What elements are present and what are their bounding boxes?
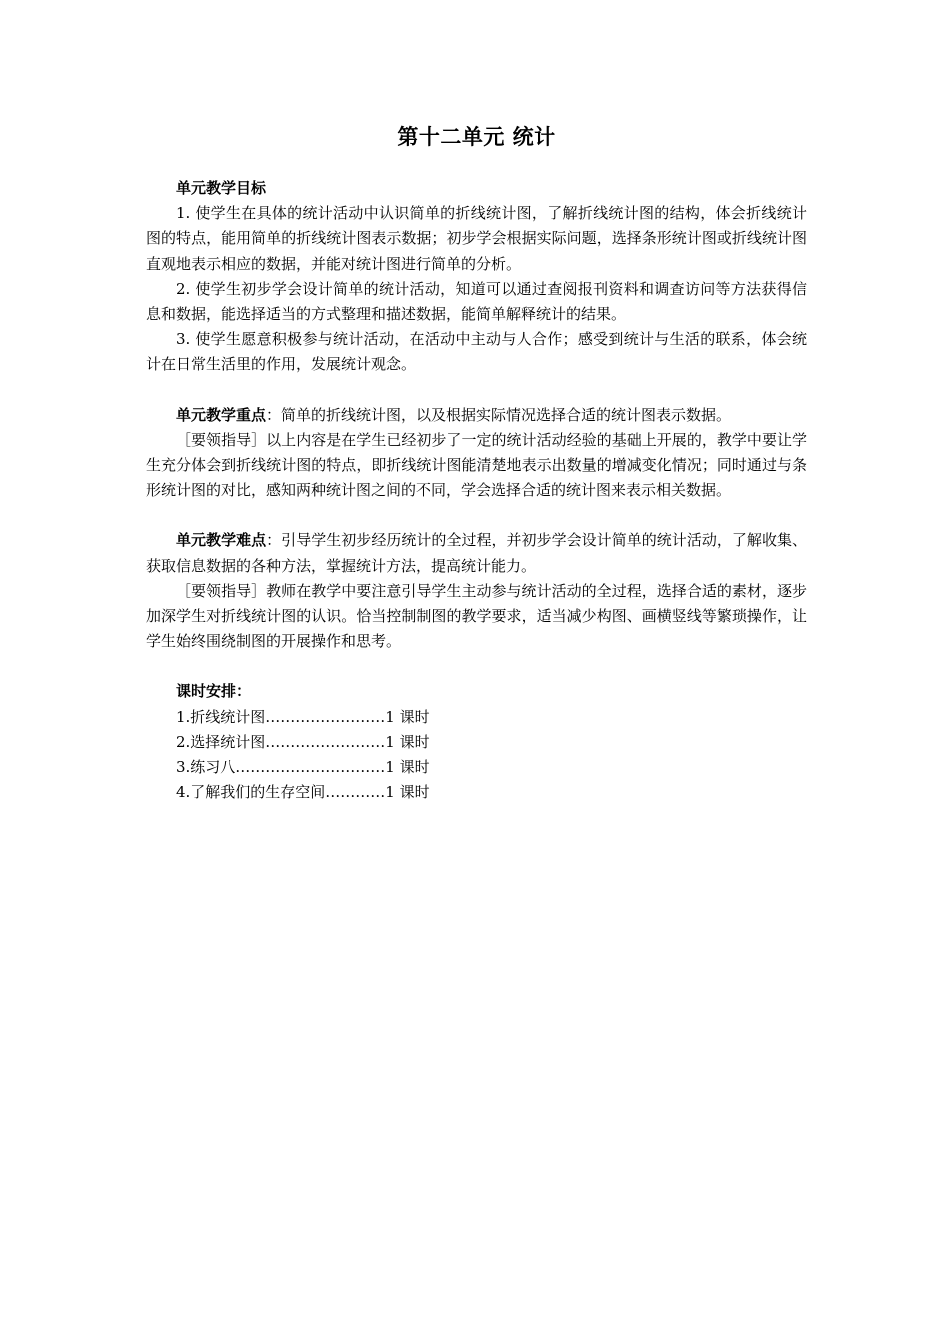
difficulties-guide: ［要领指导］教师在教学中要注意引导学生主动参与统计活动的全过程，选择合适的素材，逐步加深学生对折线统计图的认识。恰当控制制图的教学要求，适当减少构图、画横竖线等繁琐操作，让学生始终围绕制图的开展操作和思考。 [146, 581, 807, 651]
schedule-item-2: 2.选择统计图……………………1 课时 [176, 732, 430, 751]
objective-item-3: 3. 使学生愿意积极参与统计活动，在活动中主动与人合作；感受到统计与生活的联系，体会统计在日常生活里的作用，发展统计观念。 [146, 330, 807, 374]
schedule-item-4: 4.了解我们的生存空间…………1 课时 [176, 783, 430, 802]
difficulties-text: ：引导学生初步经历统计的全过程，并初步学会设计简单的统计活动，了解收集、获取信息数据的各种方法，掌握统计方法，提高统计能力。 [146, 531, 807, 575]
key-points-guide: ［要领指导］以上内容是在学生已经初步了一定的统计活动经验的基础上开展的，教学中要让学生充分体会到折线统计图的特点，即折线统计图能清楚地表示出数量的增减变化情况；同时通过与条形统计图的对比，感知两种统计图之间的不同，学会选择合适的统计图来表示相关数据。 [146, 430, 807, 500]
schedule-item-3: 3.练习八…………………………1 课时 [176, 758, 430, 777]
page-title: 第十二单元 统计 [397, 125, 556, 149]
difficulties-paragraph [146, 528, 807, 578]
objectives-section [146, 176, 807, 378]
objectives-heading: 单元教学目标 [176, 179, 267, 197]
schedule-heading: 课时安排： [176, 682, 252, 701]
schedule-section [146, 679, 807, 805]
difficulties-heading: 单元教学难点 [176, 531, 267, 550]
objective-item-1: 1. 使学生在具体的统计活动中认识简单的折线统计图，了解折线统计图的结构，体会折线统计图的特点，能用简单的折线统计图表示数据；初步学会根据实际问题，选择条形统计图或折线统计图直观地表示相应的数据，并能对统计图进行简单的分析。 [146, 204, 807, 273]
key-points-heading: 单元教学重点 [176, 405, 267, 424]
key-points-paragraph [146, 403, 807, 428]
key-points-section [146, 403, 807, 504]
schedule-item-1: 1.折线统计图……………………1 课时 [176, 707, 430, 726]
objective-item-2: 2. 使学生初步学会设计简单的统计活动，知道可以通过查阅报刊资料和调查访问等方法获得信息和数据，能选择适当的方式整理和描述数据，能简单解释统计的结果。 [146, 279, 807, 324]
key-points-text: ：简单的折线统计图，以及根据实际情况选择合适的统计图表示数据。 [266, 405, 732, 424]
difficulties-section [146, 528, 807, 654]
